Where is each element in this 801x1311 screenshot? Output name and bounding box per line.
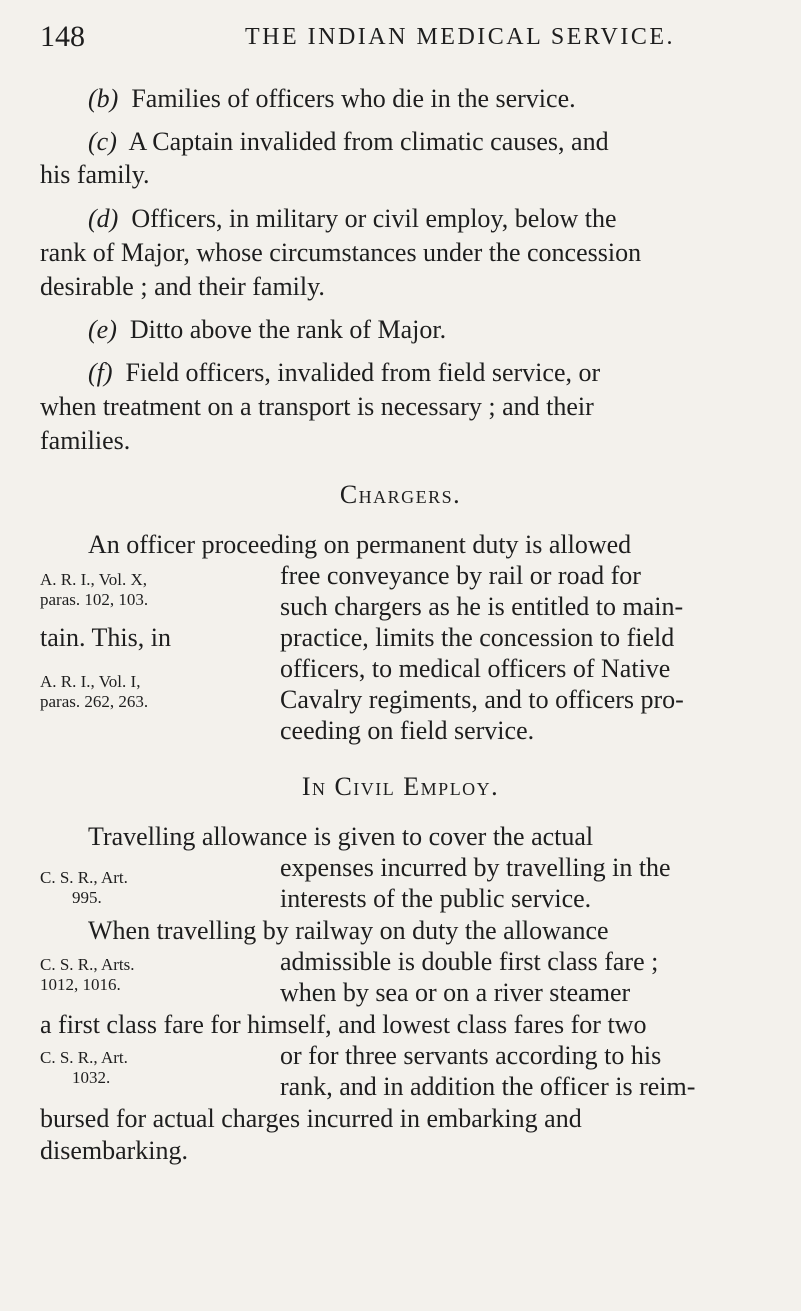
paragraph-line: Cavalry regiments, and to officers pro-: [280, 685, 684, 714]
list-item-text: families.: [40, 426, 131, 455]
paragraph-line: when by sea or on a river steamer: [280, 978, 631, 1007]
margin-note: [40, 955, 134, 995]
list-item-text: Families of officers who die in the service.: [131, 84, 576, 113]
list-item-label: (f): [88, 358, 113, 387]
section-heading-chargers: Chargers.: [339, 480, 462, 509]
list-item-text: Field officers, invalided from field service, or: [125, 358, 601, 387]
margin-note: [40, 1048, 128, 1088]
paragraph-line: tain. This, in: [40, 623, 171, 652]
margin-note-line: C. S. R., Arts.: [40, 955, 135, 974]
paragraph-line: interests of the public service.: [280, 884, 592, 913]
paragraph-line: Travelling allowance is given to cover the actual: [88, 822, 594, 851]
list-item-text: A Captain invalided from climatic causes, and: [128, 127, 609, 156]
paragraph-line: a first class fare for himself, and lowest class fares for two: [40, 1010, 647, 1039]
running-title: THE INDIAN MEDICAL SERVICE.: [245, 24, 675, 50]
list-item-text: Officers, in military or civil employ, below the: [131, 204, 617, 233]
paragraph-line: officers, to medical officers of Native: [280, 654, 671, 683]
paragraph-line: admissible is double first class fare ;: [280, 947, 659, 976]
list-item-c: [88, 127, 609, 157]
paragraph-line: disembarking.: [40, 1136, 189, 1165]
paragraph-line: expenses incurred by travelling in the: [280, 853, 671, 882]
list-item-label: (d): [88, 204, 119, 233]
list-item-text: rank of Major, whose circumstances under the concession: [40, 238, 642, 267]
margin-note-line: paras. 102, 103.: [40, 590, 149, 609]
margin-note-line: 1032.: [72, 1068, 111, 1087]
margin-note: [40, 672, 148, 712]
paragraph-line: rank, and in addition the officer is reim-: [280, 1072, 696, 1101]
paragraph-line: or for three servants according to his: [280, 1041, 662, 1070]
list-item-text: Ditto above the rank of Major.: [129, 315, 447, 344]
margin-note-line: A. R. I., Vol. X,: [40, 570, 148, 589]
paragraph-line: When travelling by railway on duty the allowance: [88, 916, 609, 945]
section-heading-civil-employ: In Civil Employ.: [301, 772, 500, 801]
margin-note: [40, 868, 128, 908]
paragraph-line: An officer proceeding on permanent duty is allowed: [88, 530, 632, 559]
list-item-d: [88, 204, 617, 234]
paragraph-line: free conveyance by rail or road for: [280, 561, 641, 590]
list-item-b: [88, 84, 576, 114]
list-item-text: his family.: [40, 160, 150, 189]
list-item-label: (b): [88, 84, 119, 113]
paragraph-line: such chargers as he is entitled to main-: [280, 592, 684, 621]
list-item-text: when treatment on a transport is necessary ; and their: [40, 392, 594, 421]
margin-note-line: 995.: [72, 888, 102, 907]
margin-note-line: paras. 262, 263.: [40, 692, 149, 711]
paragraph-line: practice, limits the concession to field: [280, 623, 675, 652]
list-item-text: desirable ; and their family.: [40, 272, 325, 301]
margin-note-line: 1012, 1016.: [40, 975, 121, 994]
paragraph-line: ceeding on field service.: [280, 716, 535, 745]
list-item-e: [88, 315, 446, 345]
page-number: 148: [40, 20, 85, 53]
page-header: [40, 18, 760, 60]
list-item-f: [88, 358, 600, 388]
margin-note-line: C. S. R., Art.: [40, 868, 128, 887]
list-item-label: (e): [88, 315, 117, 344]
paragraph-line: bursed for actual charges incurred in embarking and: [40, 1104, 582, 1133]
margin-note: [40, 570, 148, 610]
margin-note-line: A. R. I., Vol. I,: [40, 672, 141, 691]
list-item-label: (c): [88, 127, 117, 156]
margin-note-line: C. S. R., Art.: [40, 1048, 128, 1067]
